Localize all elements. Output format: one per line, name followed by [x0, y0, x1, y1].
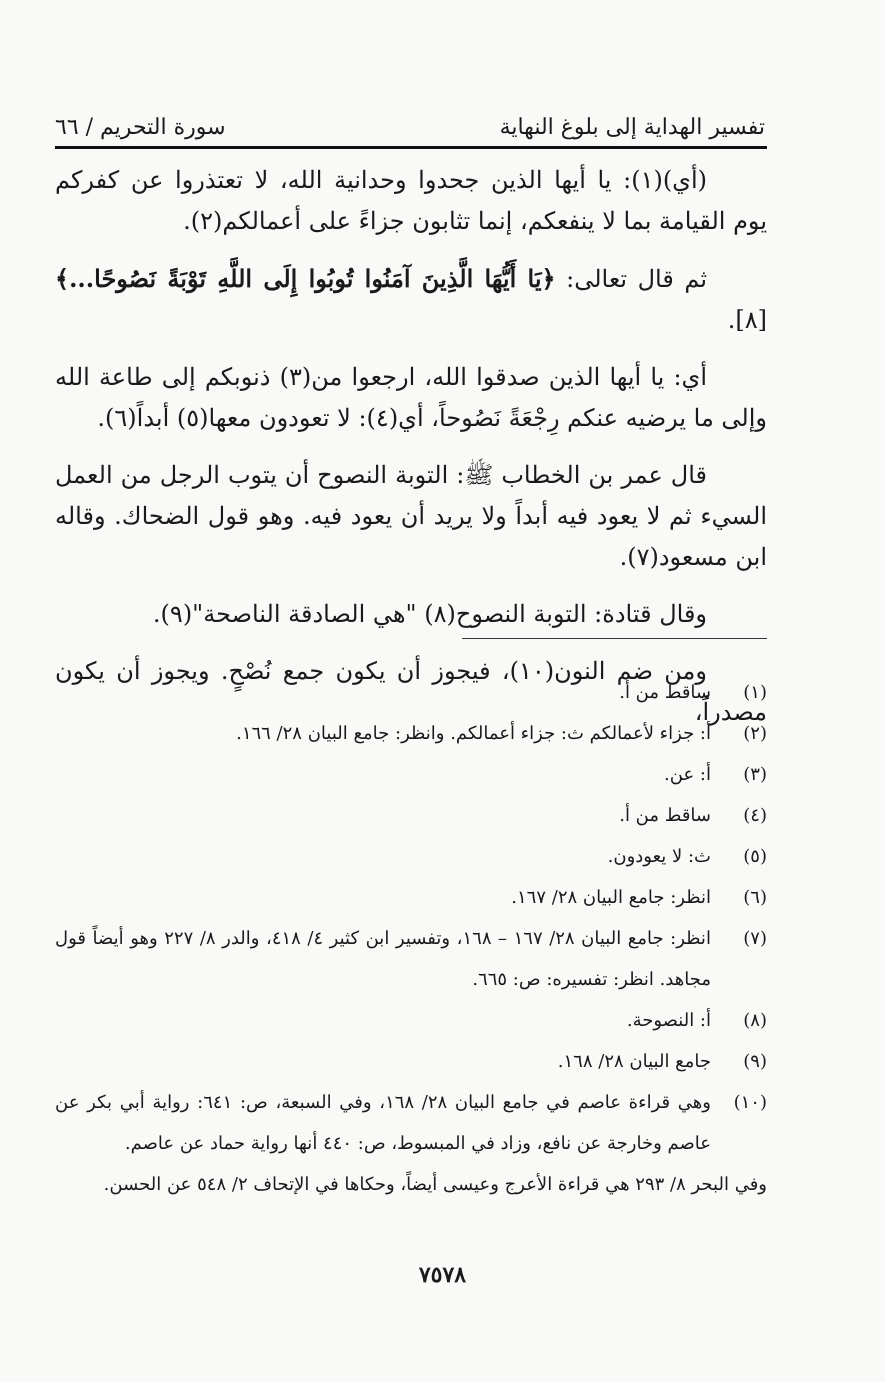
footnote-number: (٩): [743, 1051, 767, 1072]
footnote-text: انظر: جامع البيان ٢٨/ ١٦٧ – ١٦٨، وتفسير ابن كثير ٤/ ٤١٨، والدر ٨/ ٢٢٧ وهو أيضاً قول مجاهد. انظر: تفسيره: ص: ٦٦٥.: [55, 928, 711, 990]
footnote-number: (٨): [743, 1010, 767, 1031]
footnote-item: [55, 877, 767, 918]
footnote-item: [55, 1082, 767, 1164]
footnote-text: ث: لا يعودون.: [607, 846, 711, 867]
surah-page-label: سورة التحريم / ٦٦: [55, 115, 226, 140]
footnote-item: [55, 713, 767, 754]
footnote-item: [55, 795, 767, 836]
footnote-number: (٥): [743, 846, 767, 867]
paragraph-2: [55, 258, 767, 341]
page-number: ٧٥٧٨: [418, 1262, 467, 1288]
quran-verse: ﴿يَا أَيُّهَا الَّذِينَ آمَنُوا تُوبُوا إِلَى اللَّهِ تَوْبَةً نَصُوحًا...﴾: [55, 264, 556, 293]
paragraph-3: أي: يا أيها الذين صدقوا الله، ارجعوا من(٣) ذنوبكم إلى طاعة الله وإلى ما يرضيه عنكم رِجْعَةً نَصُوحاً، أي(٤): لا تعودون معها(٥) أبداً(٦).: [55, 363, 767, 432]
header-rule: [55, 146, 767, 149]
book-title: تفسير الهداية إلى بلوغ النهاية: [499, 115, 765, 140]
footnote-text: وهي قراءة عاصم في جامع البيان ٢٨/ ١٦٨، وفي السبعة، ص: ٦٤١: رواية أبي بكر عن عاصم وخارجة عن نافع، وزاد في المبسوط، ص: ٤٤٠ أنها رواية حماد عن عاصم.: [55, 1092, 711, 1154]
footnote-text: أ: جزاء لأعمالكم ث: جزاء أعمالكم. وانظر: جامع البيان ٢٨/ ١٦٦.: [236, 723, 711, 744]
main-text: [55, 160, 767, 749]
verse-number: [٨].: [727, 306, 767, 334]
footnote-number: (٧): [743, 928, 767, 949]
paragraph-4: قال عمر بن الخطاب ﷺ: التوبة النصوح أن يتوب الرجل من العمل السيء ثم لا يعود فيه أبداً ولا يريد أن يعود فيه. وهو قول الضحاك. وقاله ابن مسعود(٧).: [55, 461, 767, 571]
paragraph-6: ومن ضم النون(١٠)، فيجوز أن يكون جمع نُصْحٍ. ويجوز أن يكون مصدراً،: [55, 657, 767, 726]
footnote-number: (١): [743, 682, 767, 703]
footnote-item: [55, 918, 767, 1000]
footnote-item: [55, 1000, 767, 1041]
footnote-text: ساقط من أ.: [619, 682, 711, 703]
footnote-text: جامع البيان ٢٨/ ١٦٨.: [557, 1051, 711, 1072]
paragraph-1: (أي)(١): يا أيها الذين جحدوا وحدانية الله، لا تعتذروا عن كفركم يوم القيامة بما لا ينفعكم، إنما تثابون جزاءً على أعمالكم(٢).: [55, 166, 767, 235]
footnote-continuation: وفي البحر ٨/ ٢٩٣ هي قراءة الأعرج وعيسى أيضاً، وحكاها في الإتحاف ٢/ ٥٤٨ عن الحسن.: [103, 1174, 767, 1195]
footnote-number: (٣): [743, 764, 767, 785]
running-header: [55, 100, 765, 140]
footnote-text: ساقط من أ.: [619, 805, 711, 826]
footnotes: [55, 672, 767, 1205]
paragraph-5: وقال قتادة: التوبة النصوح(٨) "هي الصادقة الناصحة"(٩).: [152, 600, 707, 628]
footnote-number: (١٠): [733, 1092, 767, 1113]
footnote-item: [55, 836, 767, 877]
footnote-item: [55, 754, 767, 795]
footnote-number: (٤): [743, 805, 767, 826]
footnote-text: أ: عن.: [664, 764, 711, 785]
footnote-separator: [462, 638, 767, 639]
paragraph-2-intro: ثم قال تعالى:: [555, 265, 708, 293]
footnote-text: انظر: جامع البيان ٢٨/ ١٦٧.: [511, 887, 711, 908]
footnote-number: (٢): [743, 723, 767, 744]
footnote-text: أ: النصوحة.: [626, 1010, 711, 1031]
footnote-item: [55, 672, 767, 713]
footnote-item: [55, 1041, 767, 1082]
footnote-number: (٦): [743, 887, 767, 908]
